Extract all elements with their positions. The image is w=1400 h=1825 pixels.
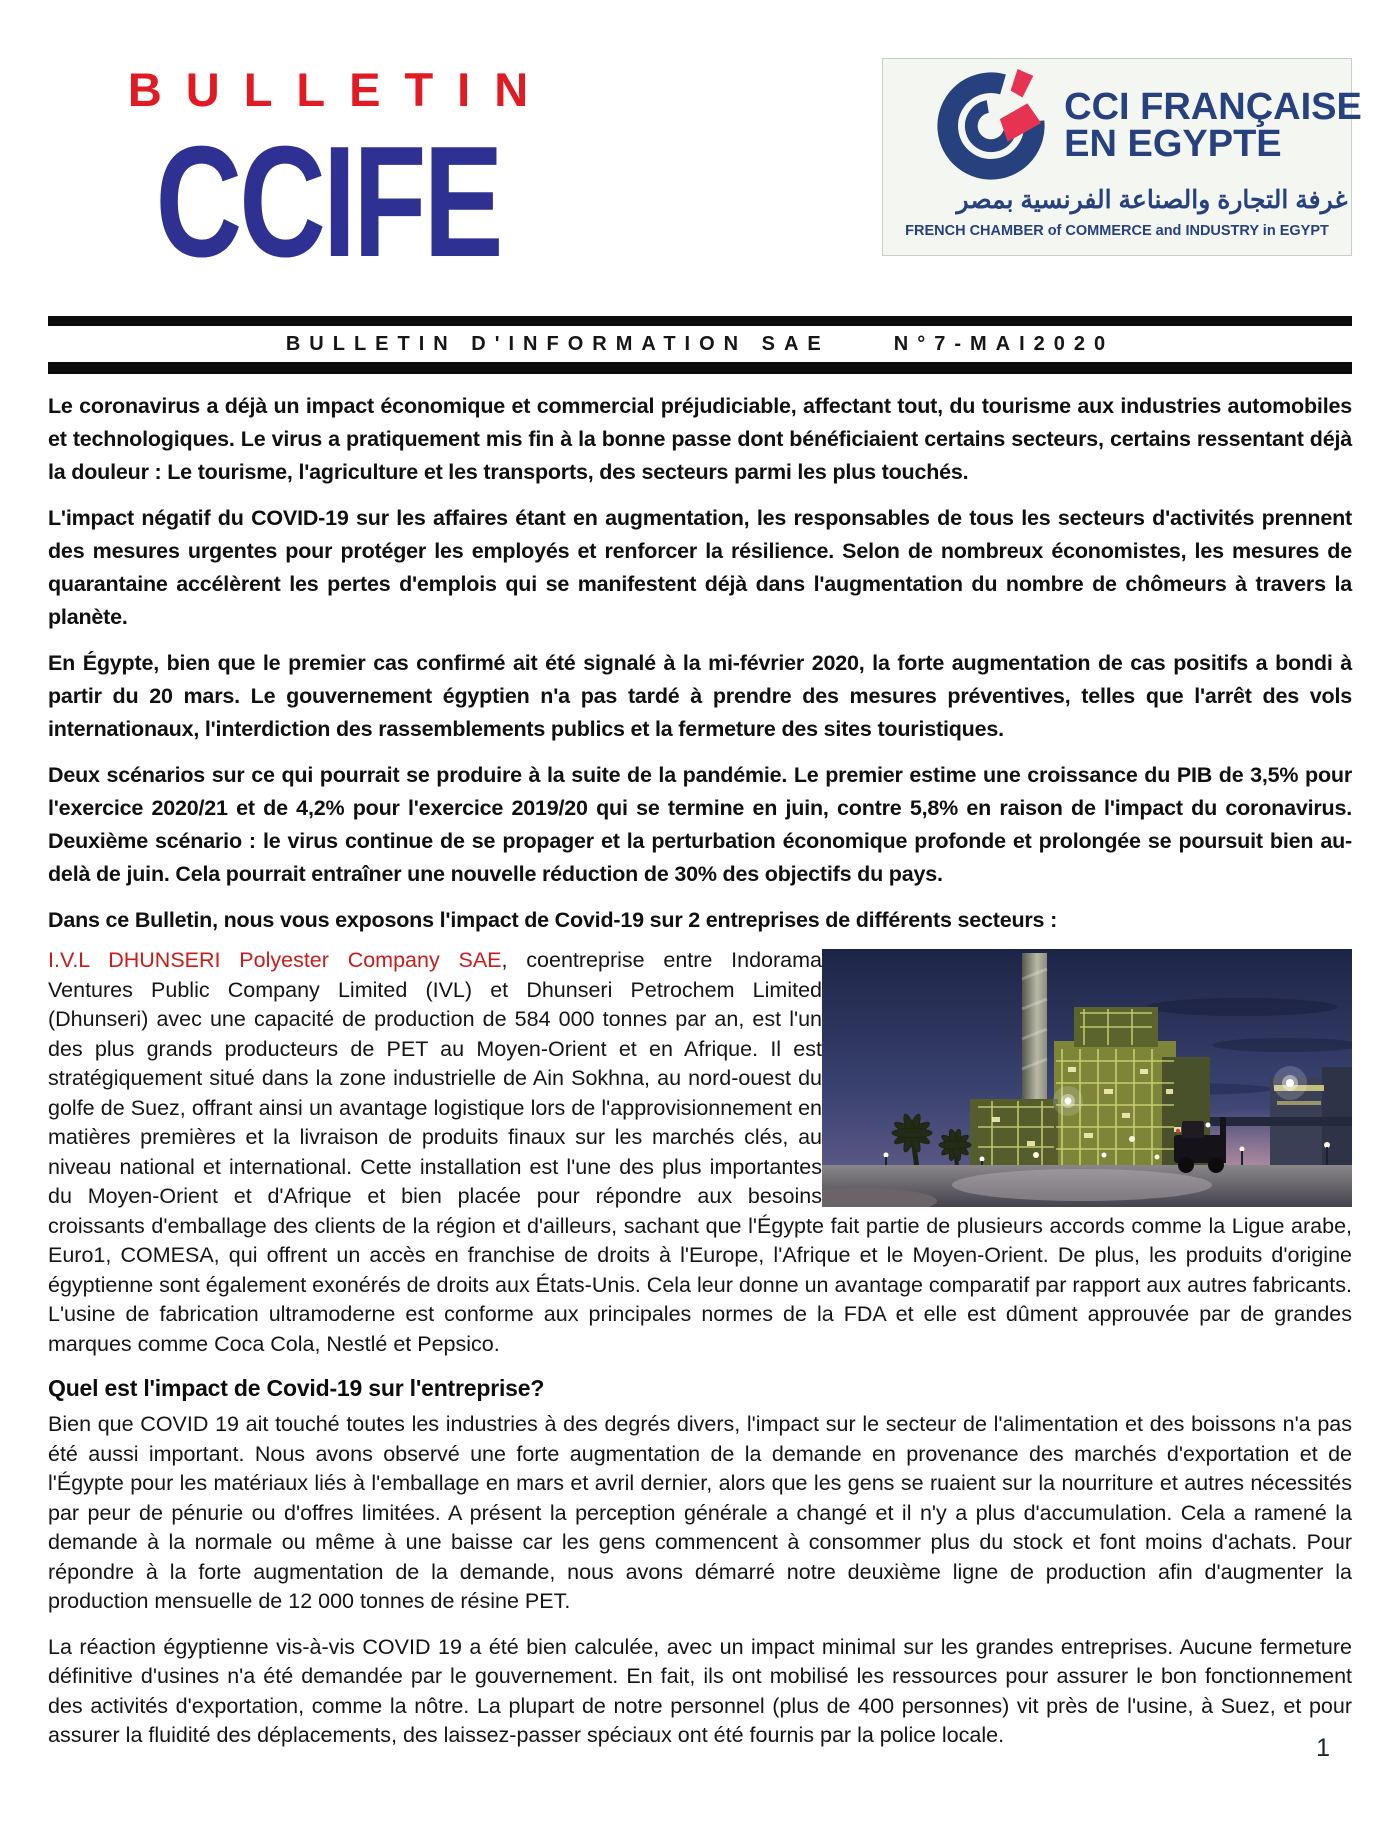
chamber-name (1064, 85, 1362, 165)
banner-rule-top (48, 316, 1352, 326)
banner-issue-number: N°7-MAI2020 (893, 333, 1115, 355)
bulletin-intro-line: Dans ce Bulletin, nous vous exposons l'impact de Covid-19 sur 2 entreprises de différents secteurs : (48, 908, 1058, 932)
header (48, 58, 1362, 290)
chamber-logo-row (932, 67, 1362, 185)
answer-paragraph-egypt-reaction: La réaction égyptienne vis-à-vis COVID 19 a été bien calculée, avec un impact minimal sur les grandes entreprises. Aucune fermeture définitive d'usines n'a été demandée par le gouvernement. En fait, ils ont mobilisé les ressources pour assurer le bon fonctionnement des activités d'exportation, comme la nôtre. La plupart de notre personnel (plus de 400 personnes) vit près de l'usine, à Suez, et pour assurer la fluidité des déplacements, des laissez-passer spéciaux ont été fournis par la police locale. (48, 1634, 1352, 1747)
paragraph-covid-impact: Le coronavirus a déjà un impact économique et commercial préjudiciable, affectant tout, du tourisme aux industries automobiles et technologiques. Le virus a pratiquement mis fin à la bonne passe dont bénéficiaient certains secteurs, certains ressentant déjà la douleur : Le tourisme, l'agriculture et les transports, des secteurs parmi les plus touchés. (48, 394, 1352, 484)
cci-logo-icon (932, 67, 1050, 185)
masthead-ccife-title: CCIFE (155, 114, 501, 290)
article-body (48, 390, 1352, 1751)
issue-banner (48, 316, 1352, 374)
chamber-name-line2: EN EGYPTE (1064, 123, 1282, 165)
paragraph-negative-impact: L'impact négatif du COVID-19 sur les affaires étant en augmentation, les responsables de tous les secteurs d'activités prennent des mesures urgentes pour protéger les employés et renforcer la résilience. Selon de nombreux économistes, les mesures de quarantaine accélèrent les pertes d'emplois qui se manifestent déjà dans l'augmentation du nombre de chômeurs à travers la planète. (48, 506, 1352, 629)
banner-text (48, 326, 1352, 362)
company-name: I.V.L DHUNSERI Polyester Company SAE (48, 948, 502, 972)
banner-title: BULLETIN D'INFORMATION SAE (285, 333, 830, 355)
banner-rule-bottom (48, 362, 1352, 374)
chamber-name-line1: CCI FRANÇAISE (1064, 85, 1362, 128)
chamber-name-arabic: غرفة التجارة والصناعة الفرنسية بمصر (956, 186, 1348, 214)
chamber-name-english: FRENCH CHAMBER of COMMERCE and INDUSTRY in EGYPT (905, 222, 1329, 239)
paragraph-two-scenarios: Deux scénarios sur ce qui pourrait se produire à la suite de la pandémie. Le premier estime une croissance du PIB de 3,5% pour l'exercice 2020/21 et de 4,2% pour l'exercice 2019/20 qui se termine en juin, contre 5,8% en raison de l'impact du coronavirus. Deuxième scénario : le virus continue de se propager et la perturbation économique profonde et prolongée se poursuit bien au-delà de juin. Cela pourrait entraîner une nouvelle réduction de 30% des objectifs du pays. (48, 763, 1352, 886)
answer-paragraph-demand: Bien que COVID 19 ait touché toutes les industries à des degrés divers, l'impact sur le secteur de l'alimentation et des boissons n'a pas été aussi important. Nous avons observé une forte augmentation de la demande en provenance des marchés d'exportation et de l'Égypte pour les matériaux liés à l'emballage en mars et avril dernier, alors que les gens se ruaient sur la nourriture et autres nécessités par peur de pénurie ou d'offres limitées. A présent la perception générale a changé et il n'y a plus d'accumulation. Cela a ramené la demande à la normale ou même à une baisse car les gens commencent à consommer plus du stock et font moins d'achats. Pour répondre à la forte augmentation de la demande, nous avons démarré notre deuxième ligne de production afin d'augmenter la production mensuelle de 12 000 tonnes de résine PET. (48, 1412, 1352, 1613)
masthead (48, 58, 608, 290)
masthead-bulletin-title: BULLETIN (127, 63, 553, 116)
page-number: 1 (1316, 1734, 1330, 1762)
company-section (48, 946, 1352, 1365)
company-profile-text: , coentreprise entre Indorama Ventures Public Company Limited (IVL) et Dhunseri Petrochem Limited (Dhunseri) avec une capacité de production de 584 000 tonnes par an, est l'un des plus grands producteurs de PET au Moyen-Orient et en Afrique. Il est stratégiquement situé dans la zone industrielle de Ain Sokhna, au nord-ouest du golfe de Suez, offrant ainsi un avantage logistique lors de l'approvisionnement en matières premières et la livraison de produits finaux sur les marchés clés, au niveau national et international. Cette installation est l'une des plus importantes du Moyen-Orient et d'Afrique et bien placée pour répondre aux besoins croissants d'emballage des clients de la région et d'ailleurs, sachant que l'Égypte fait partie de plusieurs accords comme la Ligue arabe, Euro1, COMESA, qui offrent un accès en franchise de droits à l'Europe, l'Afrique et le Moyen-Orient. De plus, les produits d'origine égyptienne sont également exonérés de droits aux États-Unis. Cela leur donne un avantage comparatif par rapport aux autres fabricants. L'usine de fabrication ultramoderne est conforme aux principales normes de la FDA et elle est dûment approuvée par de grandes marques comme Coca Cola, Nestlé et Pepsico. (48, 948, 1352, 1356)
covid-impact-question-heading: Quel est l'impact de Covid-19 sur l'entreprise? (48, 1375, 545, 1401)
chamber-logo-box (882, 58, 1362, 256)
plant-night-photo (822, 949, 1352, 1207)
paragraph-egypt-cases: En Égypte, bien que le premier cas confirmé ait été signalé à la mi-février 2020, la forte augmentation de cas positifs a bondi à partir du 20 mars. Le gouvernement égyptien n'a pas tardé à prendre des mesures préventives, telles que l'arrêt des vols internationaux, l'interdiction des rassemblements publics et la fermeture des sites touristiques. (48, 651, 1352, 741)
